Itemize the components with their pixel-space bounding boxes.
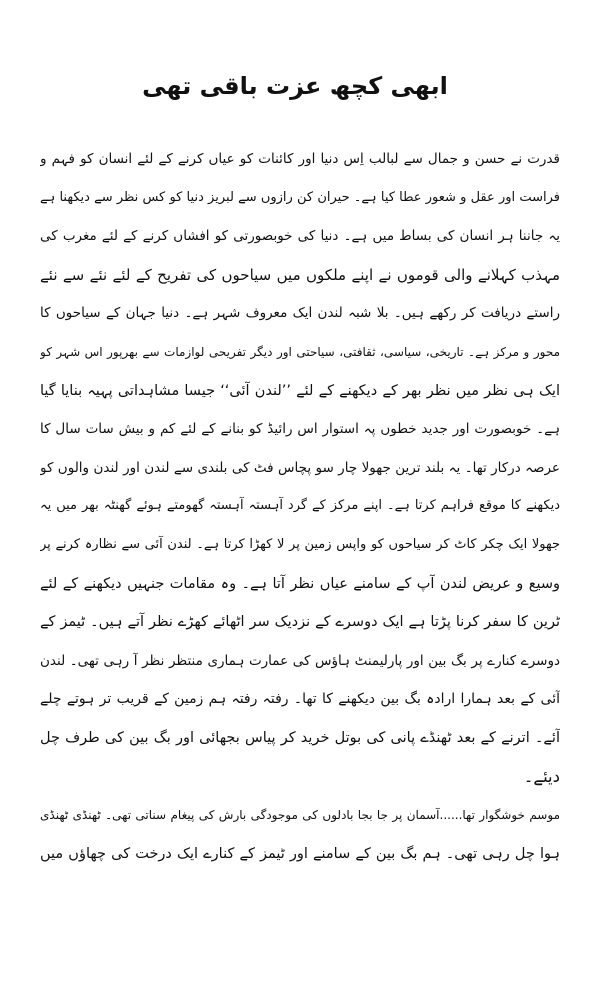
text-line: ہوا چل رہی تھی۔ ہم بگ بین کے سامنے اور ٹیمز کے کنارے ایک درخت کی چھاؤں میں [40, 845, 560, 862]
text-line: مہذب کہلانے والی قوموں نے اپنے ملکوں میں سیاحوں کی تفریح کے لئے نئے سے نئے [40, 265, 560, 284]
text-line: محور و مرکز ہے۔ تاریخی، سیاسی، ثقافتی، سیاحتی اور دیگر تفریحی لوازمات سے بھرپور اس شہر کو [40, 344, 560, 359]
paragraph-1 [40, 140, 560, 796]
text-line: قدرت نے حسن و جمال سے لبالب اِس دنیا اور کائنات کو عیاں کرنے کے لئے انسان کو فہم و [40, 151, 560, 167]
paragraph-2 [40, 796, 560, 873]
text-line: ایک ہی نظر میں نظر بھر کے دیکھنے کے لئے ’’لندن آئی‘‘ جیسا مشاہداتی پہیہ بنایا گیا [40, 382, 560, 399]
text-line: دوسرے کنارے پر بگ بین اور پارلیمنٹ ہاؤس کی عمارت ہماری منتظر نظر آ رہی تھی۔ لندن [40, 652, 560, 669]
text-line: آئے۔ اترنے کے بعد ٹھنڈے پانی کی بوتل خرید کر پیاس بجھائی اور بگ بین کی طرف چل [40, 729, 560, 746]
text-line: وسیع و عریض لندن آپ کے سامنے عیاں نظر آتا ہے۔ وہ مقامات جنہیں دیکھنے کے لئے [40, 575, 560, 592]
text-line: ہے۔ خوبصورت اور جدید خطوں پہ استوار اس رائیڈ کو بنانے کے لئے کم و بیش سات سال کا [40, 421, 560, 438]
text-line: موسم خوشگوار تھا......آسمان پر جا بجا بادلوں کی موجودگی بارش کی پیغام سناتی تھی۔ ٹھنڈی ٹھنڈی [40, 808, 560, 823]
text-line: دیئے۔ [523, 766, 560, 786]
text-line: دیکھنے کا موقع فراہم کرتا ہے۔ اپنے مرکز کے گرد آہستہ آہستہ گھومتے ہوئے گھنٹہ بھر میں یہ [40, 498, 560, 514]
text-line: جھولا ایک چکر کاٹ کر سیاحوں کو واپس زمین پر لا کھڑا کرتا ہے۔ لندن آئی سے نظارہ کرنے پر [40, 536, 560, 552]
article-body [40, 140, 560, 873]
text-line: فراست اور عقل و شعور عطا کیا ہے۔ حیران کن رازوں سے لبریز دنیا کو کس نظر سے دیکھنا ہے [40, 189, 560, 205]
text-line: یہ جاننا ہر انسان کی بساط میں ہے۔ دنیا کی خوبصورتی کو افشاں کرنے کے لئے مغرب کی [40, 228, 560, 245]
text-line: آئی کے بعد ہمارا ارادہ بگ بین دیکھنے کا تھا۔ رفتہ رفتہ ہم زمین کے قریب تر ہوتے چلے [40, 691, 560, 708]
text-line: راستے دریافت کر رکھے ہیں۔ بلا شبہ لندن ایک معروف شہر ہے۔ دنیا جہان کے سیاحوں کا [40, 305, 560, 322]
text-line: عرصہ درکار تھا۔ یہ بلند ترین جھولا چار سو پچاس فٹ کی بلندی سے لندن اور لندن والوں کو [40, 459, 560, 476]
page-title: ابھی کچھ عزت باقی تھی [142, 72, 448, 100]
text-line: ٹرین کا سفر کرنا پڑتا ہے ایک دوسرے کے نزدیک سر اٹھائے کھڑے نظر آتے ہیں۔ ٹیمز کے [40, 614, 560, 631]
